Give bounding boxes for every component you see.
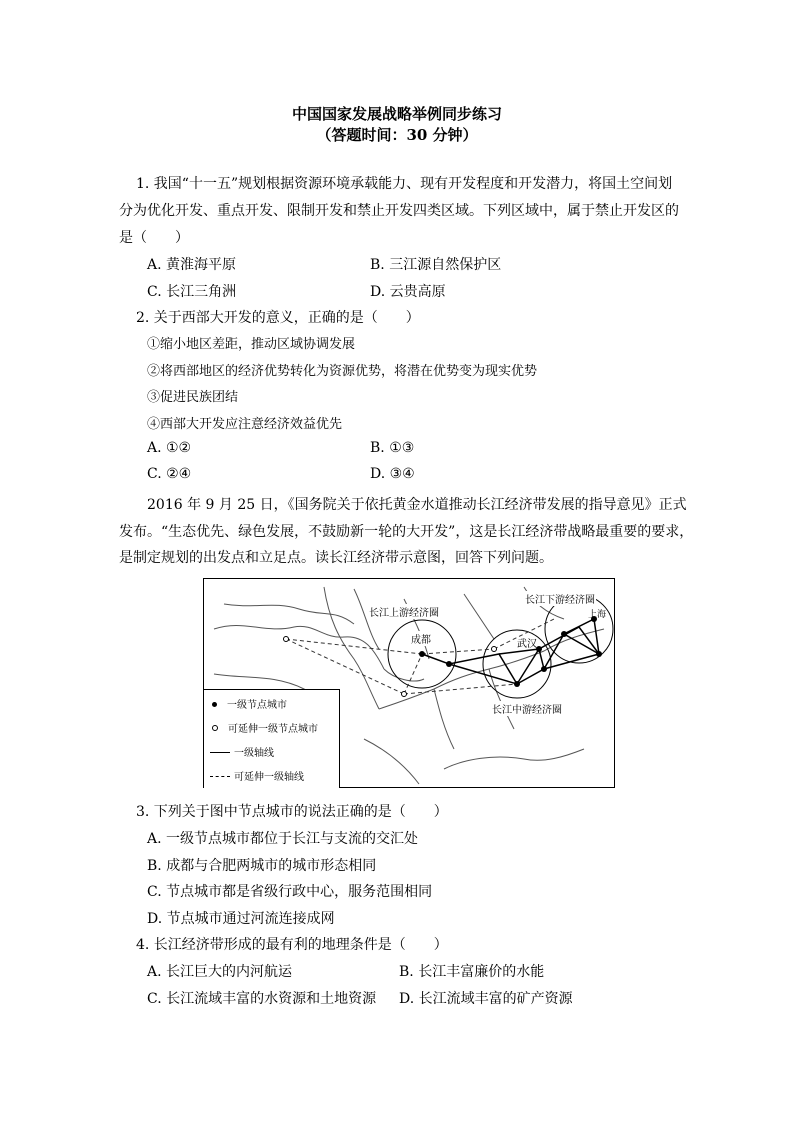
q3-option-a: A. 一级节点城市都位于长江与支流的交汇处 bbox=[147, 831, 419, 847]
label-shanghai: 上海 bbox=[588, 610, 607, 620]
q2-stem: 2. 关于西部大开发的意义，正确的是（ ） bbox=[136, 310, 420, 326]
page-title: 中国国家发展战略举例同步练习 bbox=[291, 105, 502, 123]
q4-option-d: D. 长江流域丰富的矿产资源 bbox=[399, 991, 573, 1007]
passage-line2: 发布。“生态优先、绿色发展，不鼓励新一轮的大开发”，这是长江经济带战略最重要的要求， bbox=[119, 524, 694, 540]
q3-option-d: D. 节点城市通过河流连接成网 bbox=[147, 911, 335, 927]
node-nanchang bbox=[541, 666, 547, 672]
q1-option-b: B. 三江源自然保护区 bbox=[370, 257, 502, 273]
legend-level1-node: 一级节点城市 bbox=[227, 700, 287, 711]
legend-row-2 bbox=[210, 720, 318, 735]
map-legend bbox=[204, 689, 340, 788]
label-upper-circle: 长江上游经济圈 bbox=[368, 604, 440, 619]
extensible-node-mid bbox=[492, 647, 497, 652]
solid-dot-icon bbox=[212, 702, 217, 707]
q3-stem: 3. 下列关于图中节点城市的说法正确的是（ ） bbox=[136, 804, 448, 820]
q1-option-c: C. 长江三角洲 bbox=[147, 284, 237, 300]
solid-line-icon bbox=[210, 752, 230, 753]
q4-option-c: C. 长江流域丰富的水资源和土地资源 bbox=[147, 991, 377, 1007]
yangtze-economic-belt-map bbox=[203, 578, 615, 788]
q2-statement-2: ②将西部地区的经济优势转化为资源优势，将潜在优势变为现实优势 bbox=[147, 364, 538, 379]
q1-option-d: D. 云贵高原 bbox=[370, 284, 446, 300]
q2-statement-3: ③促进民族团结 bbox=[147, 390, 239, 405]
legend-row-4 bbox=[210, 768, 304, 783]
q1-stem-line2: 分为优化开发、重点开发、限制开发和禁止开发四类区域。下列区域中，属于禁止开发区的 bbox=[119, 203, 679, 219]
q2-statement-1: ①缩小地区差距，推动区域协调发展 bbox=[147, 337, 356, 352]
q3-option-c: C. 节点城市都是省级行政中心，服务范围相同 bbox=[147, 884, 433, 900]
dashed-line-icon bbox=[210, 776, 230, 777]
chengdu-node bbox=[419, 651, 425, 657]
q2-option-d: D. ③④ bbox=[370, 466, 415, 482]
q1-option-a: A. 黄淮海平原 bbox=[147, 257, 237, 273]
q3-option-b: B. 成都与合肥两城市的城市形态相同 bbox=[147, 858, 377, 874]
node-chongqing bbox=[446, 661, 452, 667]
node-changsha bbox=[514, 681, 520, 687]
legend-extensible-axis: 可延伸一级轴线 bbox=[234, 772, 304, 783]
legend-extensible-node: 可延伸一级节点城市 bbox=[228, 724, 318, 735]
q4-stem: 4. 长江经济带形成的最有利的地理条件是（ ） bbox=[136, 937, 448, 953]
q4-option-a: A. 长江巨大的内河航运 bbox=[147, 964, 293, 980]
label-wuhan: 武汉 bbox=[517, 639, 537, 650]
label-middle-circle: 长江中游经济圈 bbox=[491, 701, 563, 716]
q1-stem-line3: 是（ ） bbox=[119, 230, 189, 246]
extensible-node-west bbox=[284, 637, 289, 642]
q2-option-a: A. ①② bbox=[147, 440, 192, 456]
q2-option-c: C. ②④ bbox=[147, 466, 192, 482]
hollow-dot-icon bbox=[212, 725, 218, 731]
q2-statement-4: ④西部大开发应注意经济效益优先 bbox=[147, 417, 343, 432]
legend-level1-axis: 一级轴线 bbox=[234, 748, 274, 759]
node-hangzhou bbox=[596, 651, 602, 657]
passage-line3: 是制定规划的出发点和立足点。读长江经济带示意图，回答下列问题。 bbox=[119, 550, 553, 566]
node-hefei bbox=[561, 631, 567, 637]
passage-line1: 2016 年 9 月 25 日，《国务院关于依托黄金水道推动长江经济带发展的指导意见》正式 bbox=[147, 497, 687, 513]
label-lower-circle: 长江下游经济圈 bbox=[524, 591, 596, 606]
legend-row-3 bbox=[210, 744, 274, 759]
q2-option-b: B. ①③ bbox=[370, 440, 415, 456]
label-chengdu: 成都 bbox=[410, 631, 432, 646]
extensible-node-south bbox=[402, 692, 407, 697]
page-subtitle: （答题时间：30 分钟） bbox=[316, 126, 478, 144]
legend-row-1 bbox=[210, 696, 287, 711]
q1-stem-line1: 1. 我国“十一五”规划根据资源环境承载能力、现有开发程度和开发潜力，将国土空间划 bbox=[136, 176, 673, 192]
q4-option-b: B. 长江丰富廉价的水能 bbox=[399, 964, 545, 980]
